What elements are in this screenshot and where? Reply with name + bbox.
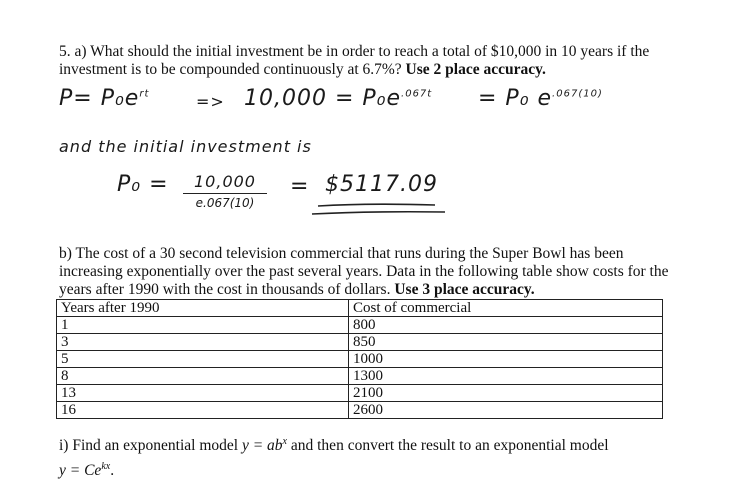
model-ab: $y = ab^x$ bbox=[241, 436, 287, 455]
table-row bbox=[57, 385, 663, 402]
table-cell-cost: 850 bbox=[349, 334, 663, 351]
table-cell-cost: 800 bbox=[349, 317, 663, 334]
handwritten-note: and the initial investment is bbox=[59, 137, 312, 156]
handwritten-fraction-numerator: 10,000 bbox=[194, 172, 256, 191]
table-cell-years: 5 bbox=[57, 351, 349, 368]
table-cell-years: 1 bbox=[57, 317, 349, 334]
table-cell-years: 8 bbox=[57, 368, 349, 385]
table-cell-cost: 2600 bbox=[349, 402, 663, 419]
fraction-bar bbox=[183, 193, 267, 194]
handwritten-equation-substituted: = P₀ $e^{.067(10)}$ bbox=[478, 86, 603, 111]
part-a-question: 5. a) What should the initial investment be in order to reach a total of $10,000 in 10 years if the investment is to be compounded continuously at 6.7%? Use 2 place accuracy. bbox=[59, 43, 650, 78]
table-cell-years: 3 bbox=[57, 334, 349, 351]
model-ce: $y = Ce^{kx}$. bbox=[59, 461, 115, 480]
answer-underline bbox=[310, 200, 450, 220]
part-b-question: b) The cost of a 30 second television commercial that runs during the Super Bowl has been increasing exponentially over the past several years. Data in the following table show costs for the years after 1990 with the cost in thousands of dollars. Use 3 place accuracy. bbox=[59, 245, 669, 298]
table-header-cost: Cost of commercial bbox=[349, 300, 663, 317]
part-b-accuracy: Use 3 place accuracy. bbox=[394, 281, 535, 298]
part-a-accuracy: Use 2 place accuracy. bbox=[405, 61, 546, 78]
handwritten-equation: $10,000 = P_0e^{.067t}$ bbox=[244, 86, 433, 111]
table-cell-cost: 1300 bbox=[349, 368, 663, 385]
table-row bbox=[57, 317, 663, 334]
cost-table bbox=[56, 299, 663, 419]
table-header-row bbox=[57, 300, 663, 317]
table-row bbox=[57, 334, 663, 351]
part-i-question: i) Find an exponential model $y = ab^x$ and then convert the result to an exponential model bbox=[59, 436, 609, 455]
handwritten-fraction-denominator: e.067(10) bbox=[195, 196, 255, 210]
table-row bbox=[57, 402, 663, 419]
handwritten-answer: $5117.09 bbox=[325, 172, 438, 197]
table-cell-years: 16 bbox=[57, 402, 349, 419]
table-row bbox=[57, 368, 663, 385]
table-cell-cost: 1000 bbox=[349, 351, 663, 368]
handwritten-arrow: => bbox=[196, 92, 225, 111]
handwritten-formula: $P= P_0e^{rt}$ bbox=[59, 86, 150, 111]
handwritten-p0: P₀ = bbox=[117, 172, 169, 197]
table-cell-years: 13 bbox=[57, 385, 349, 402]
table-header-years: Years after 1990 bbox=[57, 300, 349, 317]
table-row bbox=[57, 351, 663, 368]
handwritten-equals: = bbox=[290, 174, 310, 199]
table-cell-cost: 2100 bbox=[349, 385, 663, 402]
